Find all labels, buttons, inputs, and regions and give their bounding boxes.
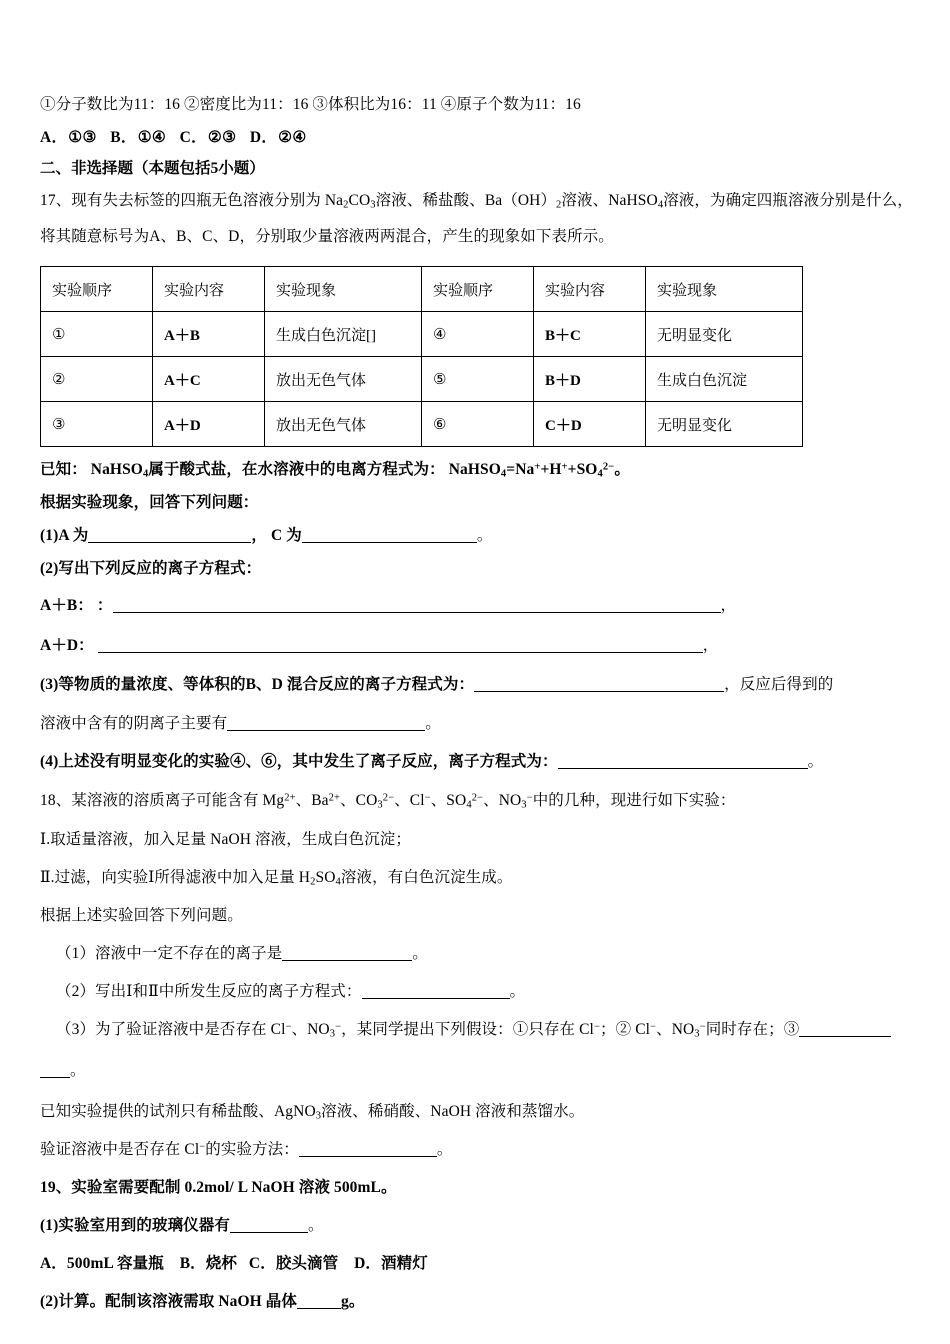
- sub-3d: 3: [694, 1028, 700, 1040]
- sub-4c: 4: [597, 468, 603, 480]
- table-row: [41, 357, 803, 402]
- q16-option-a-label[interactable]: A．: [40, 129, 68, 146]
- q18-reagents: [40, 1093, 912, 1131]
- q17-p3-text-b: ，反应后得到的: [724, 676, 834, 693]
- sup-minus-6: −: [650, 1021, 657, 1033]
- row2-order-left: ②: [41, 357, 153, 402]
- page-content: [40, 88, 912, 1321]
- q18-reagents-a: 已知实验提供的试剂只有稀盐酸、AgNO: [40, 1103, 316, 1120]
- sub-3a: 3: [377, 799, 383, 811]
- known-part-e: +SO: [567, 461, 598, 478]
- q19-p1-b: 。: [307, 1217, 324, 1234]
- sub-4b: 4: [500, 468, 507, 480]
- sub-2c: 2: [310, 876, 316, 888]
- row2-phenomenon-right: 生成白色沉淀: [646, 357, 803, 402]
- q17-stem-part-b: CO: [348, 192, 371, 209]
- q16-option-b-label[interactable]: B．: [110, 129, 137, 146]
- q17-p1-end: 。: [476, 527, 493, 544]
- row3-content-left: A＋D: [153, 402, 265, 447]
- q16-option-d-label[interactable]: D．: [249, 129, 278, 146]
- table-row: [41, 312, 803, 357]
- q18-p3-blank-1[interactable]: [799, 1023, 891, 1037]
- sup-minus-2: −: [526, 792, 533, 804]
- row1-content-right: B＋C: [534, 312, 646, 357]
- q17-p3-blank-1[interactable]: [474, 678, 724, 692]
- q17-lead: 根据实验现象，回答下列问题：: [40, 494, 259, 511]
- known-part-a: 已知： NaHSO: [40, 461, 143, 478]
- table-header-cell-1: 实验顺序: [41, 267, 153, 312]
- known-part-d: +H: [540, 461, 562, 478]
- row3-order-left: ③: [41, 402, 153, 447]
- q18-lead: 根据上述实验回答下列问题。: [40, 907, 243, 924]
- q19-part-2: [40, 1283, 912, 1321]
- q18-step2-a: Ⅱ.过滤，向实验Ⅰ所得滤液中加入足量 H: [40, 869, 311, 886]
- sup-minus-7: −: [699, 1021, 706, 1033]
- q17-ab-blank[interactable]: [113, 599, 721, 613]
- q19-stem-text: 19、实验室需要配制 0.2mol/ L NaOH 溶液 500mL。: [40, 1179, 397, 1196]
- q17-p4-text-b: 。: [807, 753, 824, 770]
- row1-order-left: ①: [41, 312, 153, 357]
- q19-p2-a: (2)计算。配制该溶液需取 NaOH 晶体: [40, 1293, 297, 1310]
- q18-stem: [40, 781, 912, 821]
- q18-p1-blank[interactable]: [282, 947, 412, 961]
- q18-step2-b: SO: [315, 869, 336, 886]
- q19-option-a-text[interactable]: 500mL 容量瓶: [66, 1255, 164, 1272]
- row1-content-left: A＋B: [153, 312, 265, 357]
- q17-p3-text-c: 溶液中含有的阴离子主要有: [40, 715, 228, 732]
- q17-stem-part-a: 17、现有失去标签的四瓶无色溶液分别为 Na: [40, 192, 344, 209]
- q18-reagents-b: 溶液、稀硝酸、NaOH 溶液和蒸馏水。: [321, 1103, 585, 1120]
- q18-p3-blank-2[interactable]: [40, 1064, 70, 1078]
- q18-stem-f: 、NO: [483, 792, 522, 809]
- sub-4e: 4: [335, 876, 341, 888]
- q18-verify-c: 。: [436, 1141, 453, 1158]
- q17-ab-tail: ，: [720, 597, 737, 614]
- row1-phenomenon-left: 生成白色沉淀[]: [265, 312, 422, 357]
- known-part-f: 。: [614, 461, 630, 478]
- q19-option-d-label[interactable]: D．: [354, 1255, 382, 1272]
- sub-2b: 2: [556, 199, 562, 211]
- q17-p3-text-d: 。: [425, 715, 441, 732]
- q18-p1-b: 。: [412, 945, 428, 962]
- q16-option-c-label[interactable]: C．: [179, 129, 207, 146]
- q18-step2-c: 溶液，有白色沉淀生成。: [340, 869, 513, 886]
- sup-2minus-2: 2−: [382, 792, 395, 804]
- q19-option-d-text[interactable]: 酒精灯: [381, 1255, 428, 1272]
- row3-content-right: C＋D: [534, 402, 646, 447]
- sup-2minus-3: 2−: [471, 792, 484, 804]
- row2-phenomenon-left: 放出无色气体: [265, 357, 422, 402]
- q17-stem-line-2: 将其随意标号为A、B、C、D，分别取少量溶液两两混合，产生的现象如下表所示。: [40, 228, 614, 245]
- q18-part-1: [40, 935, 912, 973]
- sup-plus-1: +: [534, 461, 541, 473]
- sub-3: 3: [370, 199, 376, 211]
- table-header-cell-4: 实验顺序: [422, 267, 534, 312]
- sup-minus-1: −: [424, 792, 431, 804]
- q18-p2-blank[interactable]: [362, 985, 510, 999]
- q18-part-2: [40, 973, 912, 1011]
- q17-ab-label: A＋B： ：: [40, 597, 113, 614]
- q19-p2-b: g。: [340, 1293, 365, 1310]
- q17-part-3-line1: [40, 665, 912, 705]
- q18-step-1: Ⅰ.取适量溶液，加入足量 NaOH 溶液，生成白色沉淀；: [40, 831, 412, 848]
- sub-3e: 3: [315, 1110, 322, 1122]
- table-header-cell-5: 实验内容: [534, 267, 646, 312]
- q19-option-c-text[interactable]: 胶头滴管: [275, 1255, 339, 1272]
- q16-option-d-text[interactable]: ②④: [278, 129, 307, 146]
- q18-stem-c: 、CO: [340, 792, 378, 809]
- sub-4a: 4: [142, 468, 149, 480]
- q17-p1-blank-c[interactable]: [302, 529, 477, 543]
- q17-ad-row: [40, 627, 912, 665]
- q16-option-b-text[interactable]: ①④: [137, 129, 167, 146]
- q16-option-c-text[interactable]: ②③: [207, 129, 237, 146]
- q17-ad-blank[interactable]: [98, 639, 703, 653]
- sub-2: 2: [343, 199, 349, 211]
- q18-p2-b: 。: [509, 983, 526, 1000]
- q17-ab-row: [40, 585, 912, 627]
- q19-option-b-text[interactable]: 烧杯: [205, 1255, 237, 1272]
- q17-part-1: [40, 519, 912, 552]
- sup-2minus-1: 2−: [602, 461, 615, 473]
- q17-p1-label: (1)A 为: [40, 527, 89, 544]
- sup-minus-8: −: [199, 1141, 206, 1153]
- q17-p3-blank-2[interactable]: [227, 717, 425, 731]
- sub-4d: 4: [466, 799, 472, 811]
- known-part-c: =Na: [506, 461, 535, 478]
- table-header-cell-2: 实验内容: [153, 267, 265, 312]
- row2-order-right: ⑤: [422, 357, 534, 402]
- q17-p1-mid: ， C 为: [251, 527, 302, 544]
- q17-p1-blank-a[interactable]: [88, 529, 251, 543]
- q19-option-c-label[interactable]: C．: [248, 1255, 276, 1272]
- q18-verify-a: 验证溶液中是否存在 Cl: [40, 1141, 200, 1158]
- row3-order-right: ⑥: [422, 402, 534, 447]
- q17-p4-blank[interactable]: [558, 755, 808, 769]
- q17-known-note: [40, 453, 912, 486]
- q18-verify-b: 的实验方法：: [205, 1141, 299, 1158]
- q17-stem-line-1: [40, 184, 912, 217]
- q18-stem-a: 18、某溶液的溶质离子可能含有 Mg: [40, 792, 285, 809]
- q19-part-1: [40, 1207, 912, 1245]
- q18-part-3: [40, 1011, 912, 1049]
- row1-phenomenon-right: 无明显变化: [646, 312, 803, 357]
- q18-verify: [40, 1131, 912, 1169]
- section-2-title: 二、非选择题（本题包括5小题）: [40, 160, 265, 177]
- q18-p3-a: （3）为了验证溶液中是否存在 Cl: [56, 1021, 286, 1038]
- q19-p2-blank[interactable]: [297, 1295, 341, 1309]
- q17-p4-text-a: (4)上述没有明显变化的实验④、⑥，其中发生了离子反应，离子方程式为：: [40, 753, 558, 770]
- q17-stem-part-d: 溶液、NaHSO: [561, 192, 658, 209]
- q18-stem-g: 中的几种，现进行如下实验：: [532, 792, 736, 809]
- q18-p3-b: 、NO: [291, 1021, 330, 1038]
- row2-content-left: A＋C: [153, 357, 265, 402]
- q19-options-row: [40, 1245, 912, 1283]
- q18-verify-blank[interactable]: [299, 1143, 437, 1157]
- experiment-table: [40, 266, 803, 447]
- q18-part-3-continuation: [40, 1049, 912, 1093]
- q19-option-b-label[interactable]: B．: [179, 1255, 206, 1272]
- row2-content-right: B＋D: [534, 357, 646, 402]
- table-header-cell-6: 实验现象: [646, 267, 803, 312]
- sup-2plus-1: 2+: [284, 792, 296, 804]
- row3-phenomenon-right: 无明显变化: [646, 402, 803, 447]
- table-header-row: [41, 267, 803, 312]
- q18-p1-a: （1）溶液中一定不存在的离子是: [56, 945, 283, 962]
- q18-p3-f: 同时存在；③: [705, 1021, 800, 1038]
- table-row: [41, 402, 803, 447]
- q19-p1-blank[interactable]: [230, 1219, 308, 1233]
- q19-p1-a: (1)实验室用到的玻璃仪器有: [40, 1217, 230, 1234]
- q18-p3-cont-text: 。: [70, 1062, 86, 1079]
- q16-options-row: [40, 121, 912, 154]
- sup-2plus-2: 2+: [328, 792, 341, 804]
- q18-p2-a: （2）写出Ⅰ和Ⅱ中所发生反应的离子方程式：: [56, 983, 362, 1000]
- q16-statements: ①分子数比为11：16 ②密度比为11：16 ③体积比为16：11 ④原子个数为11：16: [40, 96, 581, 113]
- q17-ad-label: A＋D：: [40, 637, 98, 654]
- sub-3b: 3: [521, 799, 527, 811]
- q18-stem-d: 、Cl: [394, 792, 425, 809]
- q19-stem: [40, 1169, 912, 1207]
- q18-p3-d: ；② Cl: [600, 1021, 651, 1038]
- q17-part-4: [40, 743, 912, 781]
- table-header-cell-3: 实验现象: [265, 267, 422, 312]
- sub-4: 4: [657, 199, 664, 211]
- q18-stem-e: 、SO: [430, 792, 467, 809]
- q17-ad-tail: ，: [702, 637, 719, 654]
- q17-p3-text-a: (3)等物质的量浓度、等体积的B、D 混合反应的离子方程式为：: [40, 676, 475, 693]
- sup-minus-4: −: [335, 1021, 342, 1033]
- sup-minus-3: −: [285, 1021, 292, 1033]
- row1-order-right: ④: [422, 312, 534, 357]
- q17-part-2: (2)写出下列反应的离子方程式：: [40, 560, 262, 577]
- q18-p3-e: 、NO: [656, 1021, 695, 1038]
- known-part-b: 属于酸式盐，在水溶液中的电离方程式为： NaHSO: [148, 461, 501, 478]
- row3-phenomenon-left: 放出无色气体: [265, 402, 422, 447]
- q18-stem-b: 、Ba: [295, 792, 329, 809]
- sub-3c: 3: [329, 1028, 336, 1040]
- q17-part-3-line2: [40, 705, 912, 743]
- sup-plus-2: +: [561, 461, 568, 473]
- q17-stem-part-e: 溶液，为确定四瓶溶液分别是什么，: [663, 192, 913, 209]
- q16-option-a-text[interactable]: ①③: [68, 129, 97, 146]
- q18-step-2: [40, 859, 912, 897]
- q18-p3-c: ，某同学提出下列假设：①只存在 Cl: [341, 1021, 594, 1038]
- q17-stem-part-c: 溶液、稀盐酸、Ba（OH）: [375, 192, 557, 209]
- q19-option-a-label[interactable]: A．: [40, 1255, 67, 1272]
- sup-minus-5: −: [593, 1021, 601, 1033]
